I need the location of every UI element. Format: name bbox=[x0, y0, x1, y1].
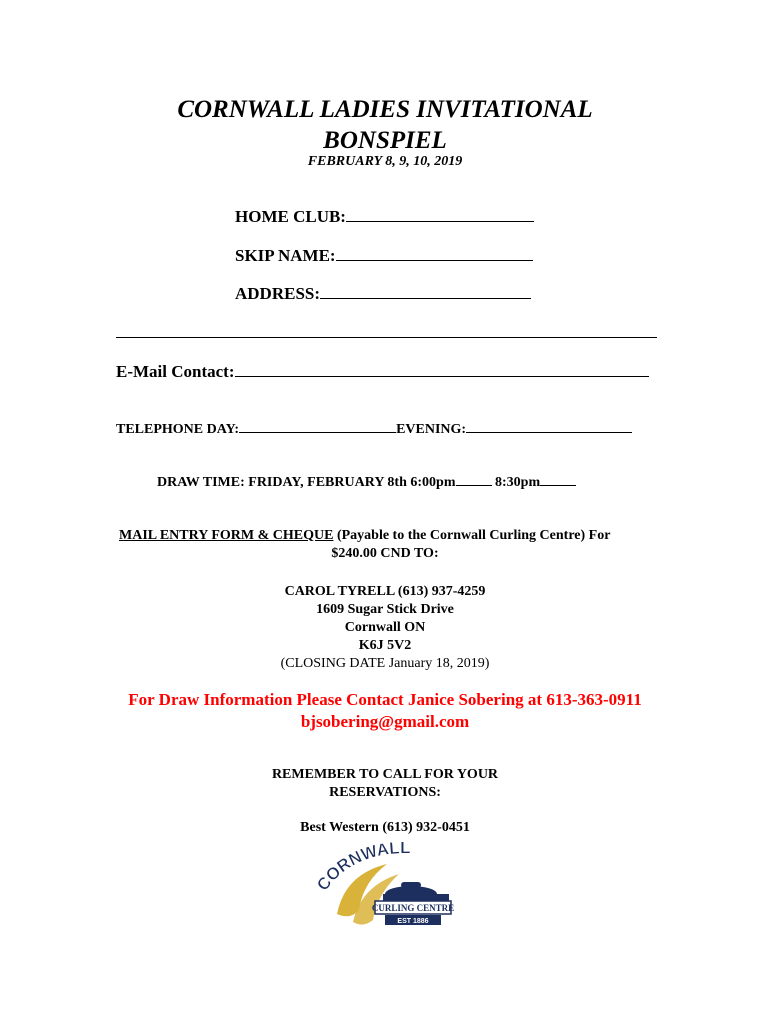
email-label: E-Mail Contact: bbox=[116, 362, 235, 381]
home-club-label: HOME CLUB: bbox=[235, 207, 346, 226]
logo-graphic bbox=[315, 842, 455, 932]
address-blank[interactable] bbox=[320, 285, 531, 299]
reminder bbox=[0, 766, 770, 802]
logo-top-text: CORNWALL bbox=[315, 842, 411, 895]
mail-entry-line bbox=[119, 528, 610, 544]
stone-handle bbox=[401, 882, 421, 888]
telephone-day-blank[interactable] bbox=[239, 419, 396, 433]
address-label: ADDRESS: bbox=[235, 284, 321, 303]
address-field[interactable] bbox=[235, 284, 531, 304]
closing-date: (CLOSING DATE January 18, 2019) bbox=[280, 656, 490, 671]
email-field[interactable] bbox=[116, 362, 649, 382]
reminder-line-2: RESERVATIONS: bbox=[329, 785, 441, 800]
contact-postal: K6J 5V2 bbox=[358, 638, 412, 653]
home-club-field[interactable] bbox=[235, 207, 534, 227]
event-dates: FEBRUARY 8, 9, 10, 2019 bbox=[307, 154, 463, 169]
title-line-2: BONSPIEL bbox=[323, 127, 447, 154]
draw-time-label: DRAW TIME: FRIDAY, FEBRUARY 8th bbox=[157, 475, 407, 490]
evening-label: EVENING: bbox=[396, 422, 467, 437]
draw-info-email[interactable]: bjsobering@gmail.com bbox=[300, 712, 470, 731]
contact-street: 1609 Sugar Stick Drive bbox=[316, 602, 454, 617]
telephone-day-label: TELEPHONE DAY: bbox=[116, 422, 240, 437]
hotel-contact: Best Western (613) 932-0451 bbox=[300, 820, 470, 835]
logo-banner-text: CURLING CENTRE bbox=[371, 903, 455, 913]
mail-entry-rest: (Payable to the Cornwall Curling Centre) For bbox=[336, 528, 611, 543]
skip-name-blank[interactable] bbox=[336, 247, 533, 261]
contact-name: CAROL TYRELL (613) 937-4259 bbox=[284, 584, 486, 599]
address-line-2[interactable] bbox=[116, 337, 657, 338]
draw-time-2: 8:30pm bbox=[495, 475, 541, 490]
contact-city: Cornwall ON bbox=[344, 620, 426, 635]
page-title bbox=[0, 94, 770, 156]
draw-info bbox=[0, 689, 770, 733]
entry-fee: $240.00 CND TO: bbox=[331, 546, 439, 561]
draw-time bbox=[157, 472, 576, 491]
email-blank[interactable] bbox=[235, 363, 649, 377]
contact-block bbox=[0, 583, 770, 673]
home-club-blank[interactable] bbox=[346, 208, 534, 222]
draw-info-line: For Draw Information Please Contact Janice Sobering at 613-363-0911 bbox=[128, 690, 642, 709]
reminder-line-1: REMEMBER TO CALL FOR YOUR bbox=[271, 767, 499, 782]
evening-blank[interactable] bbox=[466, 419, 632, 433]
telephone-field[interactable] bbox=[116, 419, 632, 438]
draw-time-2-blank[interactable] bbox=[540, 472, 576, 486]
skip-name-field[interactable] bbox=[235, 246, 533, 266]
logo-est-text: EST 1886 bbox=[397, 918, 429, 925]
draw-time-1-blank[interactable] bbox=[456, 472, 492, 486]
title-line-1: CORNWALL LADIES INVITATIONAL bbox=[177, 96, 593, 123]
draw-time-1: 6:00pm bbox=[410, 475, 456, 490]
cornwall-curling-logo bbox=[315, 842, 455, 932]
skip-name-label: SKIP NAME: bbox=[235, 246, 336, 265]
mail-entry-heading: MAIL ENTRY FORM & CHEQUE bbox=[119, 528, 334, 543]
